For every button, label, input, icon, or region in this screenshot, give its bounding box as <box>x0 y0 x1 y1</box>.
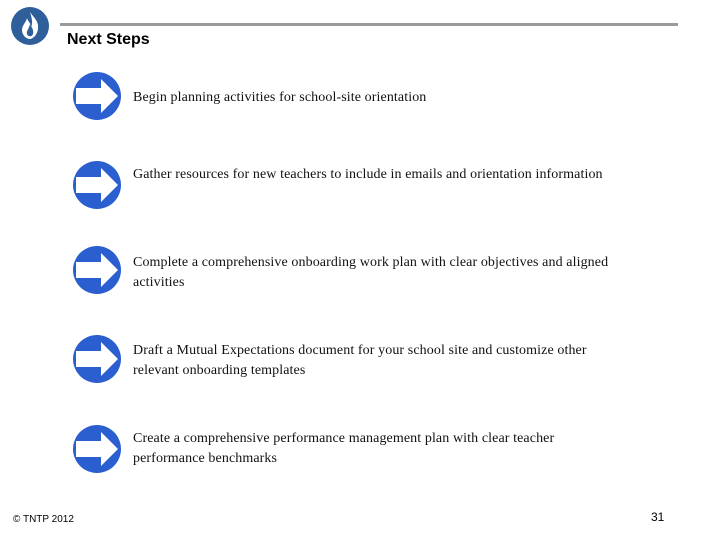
list-item <box>72 334 592 386</box>
list-item <box>72 245 609 297</box>
list-item <box>72 71 592 123</box>
list-item <box>72 160 603 212</box>
page-title: Next Steps <box>67 31 150 48</box>
footer-copyright: © TNTP 2012 <box>13 514 74 525</box>
step-text: Create a comprehensive performance management plan with clear teacher performance benchmarks <box>133 431 555 466</box>
flame-logo-icon <box>10 6 50 46</box>
step-text: Gather resources for new teachers to include in emails and orientation information <box>133 167 603 182</box>
header-rule <box>60 23 678 26</box>
page-number: 31 <box>651 510 665 524</box>
right-arrow-icon <box>72 71 122 121</box>
right-arrow-icon <box>72 424 122 474</box>
step-text: Complete a comprehensive onboarding work plan with clear objectives and aligned activities <box>133 255 609 290</box>
right-arrow-icon <box>72 160 122 210</box>
step-text: Draft a Mutual Expectations document for your school site and customize other relevant onboarding templates <box>133 343 587 378</box>
right-arrow-icon <box>72 245 122 295</box>
list-item <box>72 424 592 476</box>
step-text: Begin planning activities for school-site orientation <box>133 90 427 105</box>
right-arrow-icon <box>72 334 122 384</box>
